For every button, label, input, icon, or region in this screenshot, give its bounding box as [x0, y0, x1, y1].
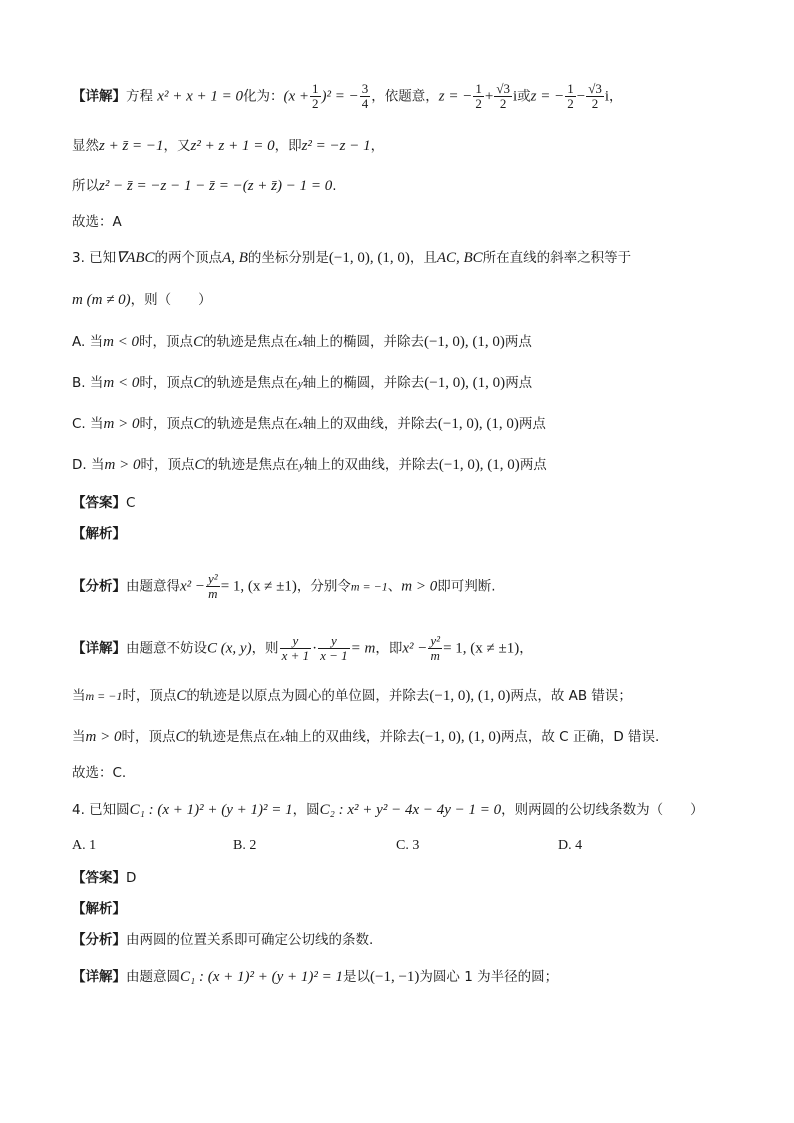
text: 时，顶点 [140, 457, 195, 473]
text: ，则（ ） [130, 292, 212, 308]
text: 的轨迹是焦点在 [185, 729, 280, 745]
text: ，又 [163, 138, 191, 154]
point-label: C (x, y) [207, 640, 252, 657]
vertex-label: C [193, 416, 204, 432]
equation: = 1, (x ≠ ±1) [443, 640, 520, 657]
coordinates: (−1, 0), (1, 0) [419, 729, 501, 745]
text: ， [370, 138, 385, 154]
text: 两点，故 C 正确，D 错误. [500, 729, 660, 745]
text: 是以 [343, 969, 370, 985]
analysis-tag-4: 【解析】 [72, 901, 126, 917]
vertex-label: C [193, 375, 204, 391]
text: 或 [517, 88, 531, 105]
equation: )² = − [321, 88, 359, 105]
fraction: $\frac{\text{y²}}{m}$ [430, 633, 441, 663]
fraction: $\frac{1}{2}$ [567, 81, 574, 111]
question-3-stem [72, 248, 631, 268]
fraction: $\frac{\text{y²}}{m}$ [208, 571, 218, 601]
text: 的轨迹是焦点在 [203, 375, 298, 391]
text: 当 [72, 688, 86, 704]
coordinates: (−1, 0), (1, 0) [438, 457, 520, 473]
text: 3. 已知 [72, 250, 117, 266]
fraction: $\frac{1}{2}$ [475, 81, 482, 111]
text: 由题意得 [126, 578, 180, 595]
imaginary-unit: i [604, 88, 610, 105]
text: . [332, 178, 337, 194]
option-d [72, 455, 547, 476]
choice-line: 故选：A [72, 214, 122, 230]
answer-tag: 【答案】 [72, 495, 126, 511]
q4-option-a: A. 1 [72, 838, 97, 853]
text: C. 当 [72, 416, 104, 432]
analysis-4 [72, 930, 373, 950]
answer-3 [72, 493, 135, 513]
vertex-label: C [194, 457, 205, 473]
fraction: $\frac{√3}{2}$ [588, 81, 602, 111]
detail-line-3 [72, 176, 337, 196]
detail-tag: 【详解】 [72, 969, 126, 985]
equation: x² − [402, 640, 428, 657]
equation: = m [350, 640, 376, 657]
text: ，即 [375, 640, 403, 657]
equation: = 1, (x ≠ ±1) [220, 578, 297, 595]
condition: m > 0 [103, 416, 140, 432]
equation: z² + z + 1 = 0 [190, 138, 275, 154]
equation: z + z̄ = −1 [99, 138, 164, 154]
text: 时，顶点 [139, 375, 194, 391]
analysis-label: 【分析】 [72, 578, 126, 595]
condition: m = −1 [350, 579, 388, 594]
choice-line-3: 故选：C. [72, 765, 127, 781]
text: 方程 [126, 88, 153, 105]
text: 为圆心 1 为半径的圆； [419, 969, 559, 985]
analysis-label: 【分析】 [72, 932, 126, 948]
equation: z = − [530, 88, 565, 105]
text: 时，顶点 [122, 688, 177, 704]
condition: m = −1 [85, 689, 123, 703]
operator: + [484, 88, 494, 105]
q4-option-c: C. 3 [396, 838, 420, 853]
fraction: $\frac{y}{x - 1}$ [320, 633, 348, 663]
circle-equation: C₂ : x² + y² − 4x − 4y − 1 = 0 [319, 802, 502, 818]
text: A. 当 [72, 334, 104, 350]
axis-label: x [279, 732, 285, 744]
equation: (x + [283, 88, 310, 105]
text: ，则两圆的公切线条数为（ ） [501, 802, 704, 818]
text: 当 [72, 729, 86, 745]
text: 的坐标分别是 [247, 250, 329, 266]
circle-equation: C₁ : (x + 1)² + (y + 1)² = 1 [129, 802, 293, 818]
detail-line-1 [72, 82, 623, 111]
text: 4. 已知圆 [72, 802, 130, 818]
text: 轴上的椭圆，并除去 [302, 375, 425, 391]
q4-option-b: B. 2 [233, 838, 257, 853]
option-c [72, 414, 546, 435]
analysis-3 [72, 572, 496, 601]
text: 轴上的双曲线，并除去 [303, 457, 439, 473]
text: 的轨迹是焦点在 [204, 457, 299, 473]
text: 轴上的椭圆，并除去 [302, 334, 424, 350]
detail-tag: 【详解】 [72, 640, 126, 657]
text: 所在直线的斜率之积等于 [482, 250, 632, 266]
text: 时，顶点 [121, 729, 176, 745]
imaginary-unit: i [512, 88, 518, 105]
text: 两点 [519, 457, 547, 473]
axis-label: x [297, 337, 303, 349]
text: 的轨迹是焦点在 [203, 334, 298, 350]
equation: x² − [180, 578, 206, 595]
operator: − [576, 88, 586, 105]
answer-tag: 【答案】 [72, 870, 126, 886]
circle-equation: C₁ : (x + 1)² + (y + 1)² = 1 [180, 969, 343, 985]
option-b [72, 373, 532, 394]
case-2 [72, 727, 659, 748]
text: ，圆 [292, 802, 320, 818]
text: 时，顶点 [139, 334, 194, 350]
text: 由两圆的位置关系即可确定公切线的条数. [126, 932, 374, 948]
coordinates: (−1, 0), (1, 0) [437, 416, 519, 432]
line-labels: AC, BC [436, 250, 483, 266]
vertex-labels: A, B [222, 250, 248, 266]
text: ， [519, 640, 533, 657]
text: ，分别令 [296, 578, 351, 595]
detail-3 [72, 634, 533, 663]
condition: m > 0 [104, 457, 141, 473]
coordinates: (−1, 0), (1, 0) [424, 375, 506, 391]
q4-option-d: D. 4 [558, 838, 583, 853]
text: 即可判断. [437, 578, 496, 595]
condition: m > 0 [401, 578, 438, 595]
text: 轴上的双曲线，并除去 [284, 729, 420, 745]
text: 时，顶点 [139, 416, 194, 432]
detail-tag: 【详解】 [72, 88, 126, 105]
text: 的轨迹是以原点为圆心的单位圆，并除去 [186, 688, 430, 704]
question-4-stem [72, 800, 704, 820]
fraction: $\frac{√3}{2}$ [496, 81, 510, 111]
vertex-label: C [193, 334, 204, 350]
condition: m (m ≠ 0) [72, 292, 131, 308]
text: ，依题意， [371, 88, 439, 105]
text: ，且 [409, 250, 437, 266]
fraction: $\frac{y}{x + 1}$ [281, 633, 310, 663]
fraction: $\frac{1}{2}$ [312, 81, 319, 111]
text: D. 当 [72, 457, 105, 473]
text: ，即 [274, 138, 302, 154]
equation: x² + x + 1 = 0 [157, 88, 243, 105]
text: 的轨迹是焦点在 [203, 416, 298, 432]
axis-label: y [297, 378, 303, 390]
answer-4 [72, 868, 136, 888]
triangle-label: ∇ABC [116, 250, 155, 266]
text: 两点 [504, 334, 532, 350]
text: 由题意圆 [126, 969, 180, 985]
equation: z² − z̄ = −z − 1 − z̄ = −(z + z̄) − 1 = 0 [99, 178, 333, 194]
text: ， [609, 88, 623, 105]
text: 轴上的双曲线，并除去 [302, 416, 438, 432]
text: 由题意不妨设 [126, 640, 207, 657]
question-3-stem-cont [72, 290, 212, 310]
analysis-tag: 【解析】 [72, 526, 126, 542]
text: 化为： [242, 88, 284, 105]
text: 所以 [72, 178, 99, 194]
text: B. 当 [72, 375, 104, 391]
center-coordinates: (−1, −1) [370, 969, 420, 985]
equation: z² = −z − 1 [301, 138, 371, 154]
text: 两点 [518, 416, 546, 432]
text: 显然 [72, 138, 99, 154]
case-1 [72, 686, 632, 706]
operator: · [312, 640, 318, 657]
option-a [72, 332, 532, 353]
text: 两点 [505, 375, 533, 391]
text: ，则 [251, 640, 279, 657]
answer-value: D [126, 870, 137, 886]
coordinates: (−1, 0), (1, 0) [423, 334, 505, 350]
axis-label: y [298, 460, 304, 472]
text: 、 [387, 578, 402, 595]
axis-label: x [298, 419, 303, 431]
detail-4 [72, 967, 558, 987]
condition: m > 0 [85, 729, 122, 745]
condition: m < 0 [103, 334, 140, 350]
condition: m < 0 [103, 375, 140, 391]
coordinates: (−1, 0), (1, 0) [429, 688, 511, 704]
text: 两点，故 AB 错误； [510, 688, 632, 704]
vertex-label: C [175, 729, 186, 745]
text: 的两个顶点 [154, 250, 223, 266]
equation: z = − [438, 88, 473, 105]
vertex-label: C [176, 688, 187, 704]
fraction: $\frac{3}{4}$ [361, 81, 369, 111]
coordinates: (−1, 0), (1, 0) [328, 250, 410, 266]
answer-value: C [126, 495, 136, 511]
detail-line-2 [72, 136, 384, 156]
